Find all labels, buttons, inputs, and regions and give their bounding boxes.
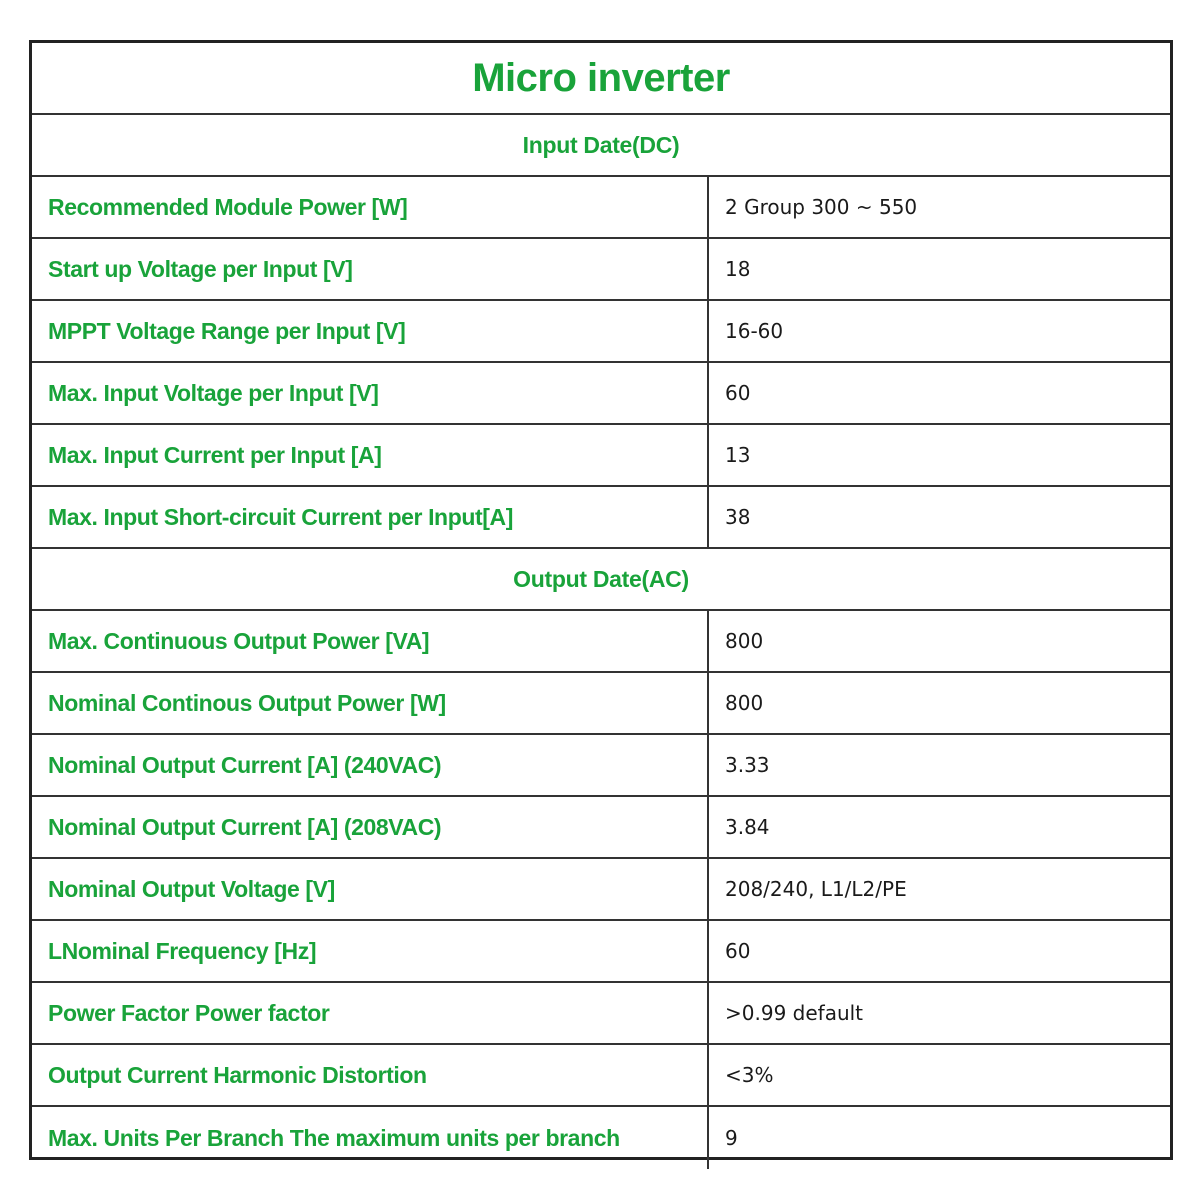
spec-table [29,40,1173,1160]
param-label: Max. Input Voltage per Input [V] [32,363,709,423]
section-label-output: Output Date(AC) [513,565,689,592]
param-value: 60 [725,381,751,405]
param-value: 800 [725,629,764,653]
param-label: Max. Input Current per Input [A] [32,425,709,485]
param-value: 38 [725,505,751,529]
param-value: 2 Group 300 ~ 550 [725,195,918,219]
table-row [32,735,1170,797]
param-label: Max. Input Short-circuit Current per Input[A] [32,487,709,547]
table-title: Micro inverter [472,55,730,100]
param-value: 208/240, L1/L2/PE [725,877,907,901]
table-row [32,363,1170,425]
param-label: Nominal Output Current [A] (208VAC) [32,797,709,857]
param-label: MPPT Voltage Range per Input [V] [32,301,709,361]
section-heading-output [32,549,1170,611]
param-label: Nominal Output Voltage [V] [32,859,709,919]
table-row [32,611,1170,673]
section-label-input: Input Date(DC) [522,131,680,158]
table-row [32,673,1170,735]
param-label: Nominal Output Current [A] (240VAC) [32,735,709,795]
param-value: >0.99 default [725,1001,864,1025]
param-value: 60 [725,939,751,963]
param-label: Start up Voltage per Input [V] [32,239,709,299]
table-row [32,425,1170,487]
param-value: 18 [725,257,751,281]
param-value: 13 [725,443,751,467]
param-label: Recommended Module Power [W] [32,177,709,237]
table-row [32,983,1170,1045]
param-value: 3.84 [725,815,770,839]
table-row [32,301,1170,363]
param-value: 800 [725,691,764,715]
table-row [32,177,1170,239]
param-label: Output Current Harmonic Distortion [32,1045,709,1105]
param-label: Nominal Continous Output Power [W] [32,673,709,733]
param-label: LNominal Frequency [Hz] [32,921,709,981]
param-value: 3.33 [725,753,770,777]
param-label: Max. Continuous Output Power [VA] [32,611,709,671]
table-row [32,859,1170,921]
param-value: 9 [725,1126,738,1150]
param-value: 16-60 [725,319,784,343]
table-row [32,1045,1170,1107]
param-label: Max. Units Per Branch The maximum units per branch [32,1107,709,1169]
table-row [32,921,1170,983]
table-row [32,1107,1170,1169]
section-heading-input [32,115,1170,177]
param-value: <3% [725,1063,774,1087]
title-row [32,43,1170,115]
param-label: Power Factor Power factor [32,983,709,1043]
table-row [32,239,1170,301]
table-row [32,797,1170,859]
table-row [32,487,1170,549]
